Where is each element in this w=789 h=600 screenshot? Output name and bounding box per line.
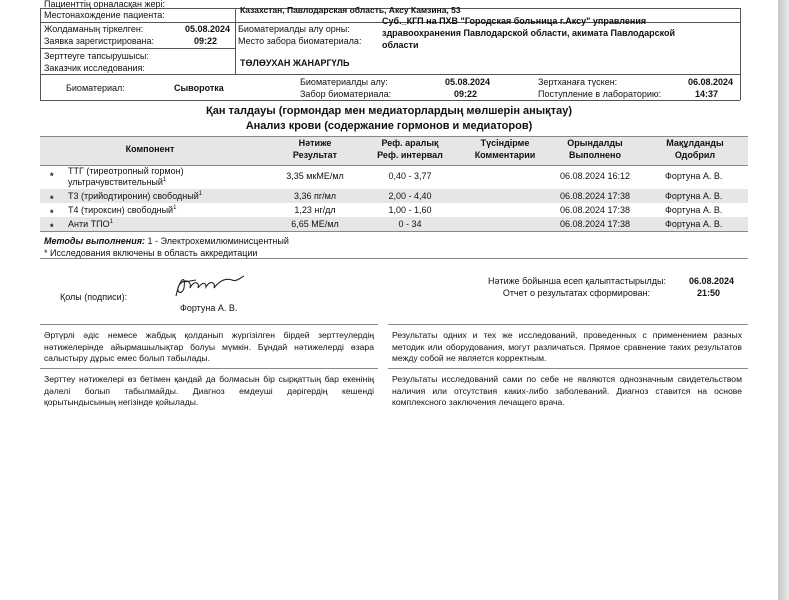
- header-comment-kz: Түсіндірме: [480, 138, 530, 148]
- divider: [40, 48, 235, 49]
- component-name: [68, 205, 176, 215]
- biomaterial-place-value-3: области: [382, 40, 419, 48]
- result-value: 3,35 мкМЕ/мл: [286, 171, 344, 181]
- formed-time: 21:50: [696, 288, 720, 298]
- methods-value: 1 - Электрохемилюминисцентный: [147, 236, 289, 246]
- approved-by: Фортуна А. В.: [665, 205, 723, 215]
- page-shadow-edge: [778, 0, 789, 600]
- header-ref-kz: Реф. аралық: [381, 138, 439, 148]
- divider: [40, 324, 378, 325]
- divider: [388, 368, 748, 369]
- ref-interval: 0,40 - 3,77: [388, 171, 432, 181]
- methods-label: Методы выполнения:: [44, 236, 146, 246]
- formed-label-kz: Нәтиже бойынша есеп қалыптастырылды:: [487, 276, 666, 286]
- referral-label-ru: Заявка зарегистрирована:: [44, 36, 155, 46]
- divider: [40, 258, 748, 259]
- header-done-ru: Выполнено: [569, 150, 621, 160]
- divider: [740, 8, 741, 100]
- biomaterial-place-label-ru: Место забора биоматериала:: [238, 36, 362, 46]
- ref-interval: 0 - 34: [398, 219, 422, 229]
- taken-label-ru: Забор биоматериала:: [300, 89, 392, 99]
- received-time: 14:37: [694, 89, 718, 99]
- approved-by: Фортуна А. В.: [665, 171, 723, 181]
- method-ref: 1: [173, 205, 177, 211]
- result-value: 3,36 пг/мл: [293, 191, 337, 201]
- approved-by: Фортуна А. В.: [665, 191, 723, 201]
- received-label-ru: Поступление в лабораторию:: [538, 89, 662, 99]
- method-ref: 1: [162, 177, 167, 183]
- title-kz: Қан талдауы (гормондар мен медиаторлардың мөлшерін анықтау): [206, 105, 572, 117]
- methods-line: [44, 236, 289, 246]
- component-name-line: ТТГ (тиреотропный гормон): [68, 166, 184, 176]
- formed-label-ru: Отчет о результатах сформирован:: [502, 288, 650, 298]
- component-name: [68, 191, 202, 201]
- component-name-line: ультрачувствительный: [68, 177, 163, 187]
- note-kz-1: Әртүрлі әдіс немесе жабдық қолданып жүргізілген бірдей зерттеулердің нәтижелерінде айырмашылықтар болуы мүмкін. Бұндай нәтижелерді өзара салыстыру дұрыс емес болып табылады.: [44, 330, 374, 363]
- header-result-kz: Нәтиже: [298, 138, 332, 148]
- location-label-kz: Пациенттің орналасқан жері:: [44, 0, 166, 9]
- header-comment-ru: Комментарии: [474, 150, 536, 160]
- customer-value: ТӨЛӨУХАН ЖАНАРГҮЛЬ: [240, 58, 350, 68]
- divider: [40, 74, 740, 75]
- location-value: Казахстан, Павлодарская область, Аксу Камзина, 53: [240, 5, 461, 15]
- title-ru: Анализ крови (содержание гормонов и медиаторов): [245, 120, 533, 132]
- taken-date: 05.08.2024: [444, 77, 490, 87]
- accredited-mark: *: [50, 222, 54, 232]
- component-name-line: Т4 (тироксин) свободный: [68, 205, 174, 215]
- component-name: [68, 177, 166, 187]
- done-datetime: 06.08.2024 16:12: [559, 171, 631, 181]
- header-approved-kz: Мақұлданды: [666, 138, 724, 148]
- component-name-line: Анти ТПО: [68, 219, 110, 229]
- divider: [235, 8, 236, 74]
- method-ref: 1: [198, 191, 203, 197]
- biomaterial-value: Сыворотка: [174, 83, 224, 93]
- accredited-mark: *: [50, 208, 54, 218]
- biomaterial-place-value-2: здравоохранения Павлодарской области, акимата Павлодарской: [382, 28, 676, 38]
- header-result-ru: Результат: [292, 150, 338, 160]
- formed-date: 06.08.2024: [688, 276, 734, 286]
- component-name: [68, 166, 184, 176]
- customer-label-ru: Заказчик исследования:: [44, 63, 145, 73]
- done-datetime: 06.08.2024 17:38: [559, 205, 631, 215]
- result-value: 1,23 нг/дл: [294, 205, 336, 215]
- header-component: Компонент: [125, 144, 175, 154]
- received-label-kz: Зертханаға түскен:: [538, 77, 618, 87]
- taken-label-kz: Биоматериалды алу:: [300, 77, 388, 87]
- component-name: [68, 219, 113, 229]
- divider: [388, 324, 748, 325]
- referral-label-kz: Жолдаманың тіркелген:: [44, 24, 144, 34]
- note-ru-2: Результаты исследований сами по себе не являются однозначным свидетельством наличия или отсутствия каких-либо заболеваний. Диагноз ставится на основе комплексного заключения лечащего врача.: [392, 374, 742, 407]
- taken-time: 09:22: [453, 89, 477, 99]
- received-date: 06.08.2024: [687, 77, 733, 87]
- divider: [40, 8, 41, 100]
- location-label-ru: Местонахождение пациента:: [44, 10, 165, 20]
- header-done-kz: Орындалды: [567, 138, 623, 148]
- divider: [40, 100, 740, 101]
- referral-time: 09:22: [193, 36, 217, 46]
- referral-date: 05.08.2024: [184, 24, 230, 34]
- accredited-mark: *: [50, 171, 54, 181]
- signature-name: Фортуна А. В.: [180, 303, 238, 313]
- done-datetime: 06.08.2024 17:38: [559, 191, 631, 201]
- divider: [40, 231, 748, 232]
- customer-label-kz: Зерттеуге тапсырушысы:: [44, 51, 149, 61]
- divider: [40, 368, 378, 369]
- biomaterial-label: Биоматериал:: [66, 83, 125, 93]
- approved-by: Фортуна А. В.: [665, 219, 723, 229]
- header-approved-ru: Одобрил: [674, 150, 716, 160]
- biomaterial-place-value-1: Суб._КГП на ПХВ "Городская больница г.Аксу" управления: [382, 16, 647, 26]
- ref-interval: 1,00 - 1,60: [388, 205, 432, 215]
- signature-label: Қолы (подписи):: [60, 292, 128, 302]
- accredited-note: * Исследования включены в область аккредитации: [44, 248, 258, 258]
- done-datetime: 06.08.2024 17:38: [559, 219, 631, 229]
- ref-interval: 2,00 - 4,40: [388, 191, 432, 201]
- accredited-mark: *: [50, 194, 54, 204]
- component-name-line: Т3 (трийодтиронин) свободный: [68, 191, 199, 201]
- header-ref-ru: Реф. интервал: [377, 150, 443, 160]
- divider: [40, 136, 748, 137]
- biomaterial-place-label-kz: Биоматериалды алу орны:: [238, 24, 350, 34]
- note-ru-1: Результаты одних и тех же исследований, проведенных с применением разных методик или оборудования, могут различаться. Прямое сравнение таких результатов между собой не является корректным.: [392, 330, 742, 363]
- method-ref: 1: [109, 219, 113, 225]
- signature-image: [170, 270, 250, 302]
- note-kz-2: Зерттеу нәтижелері өз бетімен қандай да болмасын бір сырқаттың бар екенінің дәлелі болып табылмайды. Диагноз емдеуші дәрігердің кешенді қорытындысының негізінде қойылады.: [44, 374, 374, 407]
- result-value: 6,65 МЕ/мл: [291, 219, 339, 229]
